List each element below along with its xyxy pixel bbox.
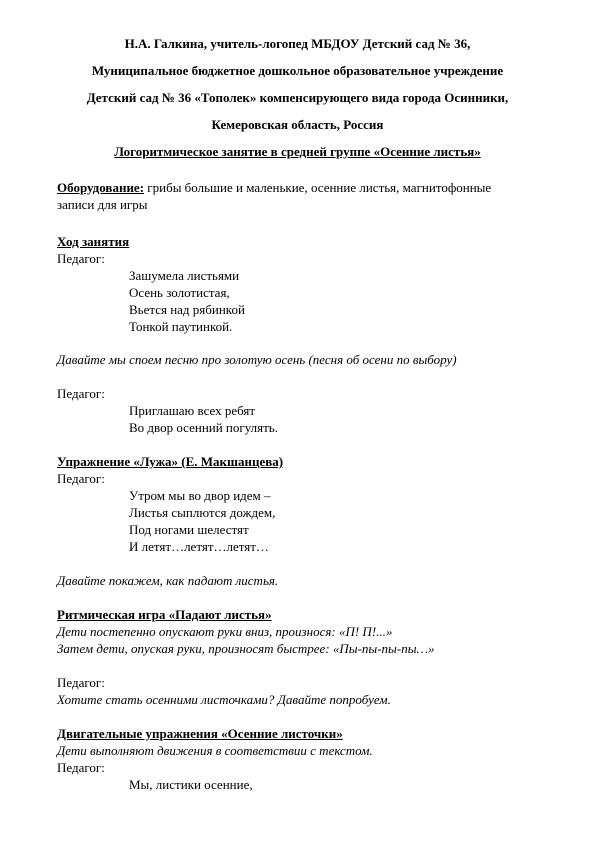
organization-line-1: Муниципальное бюджетное дошкольное образовательное учреждение <box>91 63 504 78</box>
puddle-exercise-heading: Упражнение «Лужа» (Е. Макшанцева) <box>57 454 284 469</box>
motor-exercise-text: Дети выполняют движения в соответствии с текстом. <box>57 743 373 758</box>
question-text: Хотите стать осенними листочками? Давайте попробуем. <box>57 692 391 707</box>
poem-line: Мы, листики осенние, <box>129 777 253 792</box>
poem-line: Приглашаю всех ребят <box>129 403 256 418</box>
rhythm-game-text-1: Дети постепенно опускают руки вниз, произнося: «П! П!...» <box>57 624 393 639</box>
teacher-label: Педагог: <box>57 675 105 690</box>
equipment-text: грибы большие и маленькие, осенние листья, магнитофонные <box>144 180 492 195</box>
author-line: Н.А. Галкина, учитель-логопед МБДОУ Детский сад № 36, <box>124 36 471 51</box>
leaves-instruction: Давайте покажем, как падают листья. <box>57 573 279 588</box>
poem-line: Зашумела листьями <box>129 268 240 283</box>
teacher-label: Педагог: <box>57 760 105 775</box>
rhythm-game-text-2: Затем дети, опуская руки, произносят быстрее: «Пы-пы-пы-пы…» <box>57 641 435 656</box>
poem-line: Листья сыплются дождем, <box>129 505 276 520</box>
rhythm-game-heading: Ритмическая игра «Падают листья» <box>57 607 272 622</box>
poem-line: Во двор осенний погулять. <box>129 420 278 435</box>
course-heading: Ход занятия <box>57 234 130 249</box>
equipment-label: Оборудование: <box>57 180 145 195</box>
poem-line: Тонкой паутинкой. <box>129 319 233 334</box>
song-instruction: Давайте мы споем песню про золотую осень (песня об осени по выбору) <box>57 352 457 367</box>
poem-line: Под ногами шелестят <box>129 522 249 537</box>
lesson-title: Логоритмическое занятие в средней группе «Осенние листья» <box>114 144 481 159</box>
poem-line: Осень золотистая, <box>129 285 230 300</box>
equipment-line-1 <box>57 180 491 196</box>
poem-line: Вьется над рябинкой <box>129 302 245 317</box>
teacher-label: Педагог: <box>57 251 105 266</box>
poem-line: Утром мы во двор идем – <box>129 488 271 503</box>
region-line: Кемеровская область, Россия <box>211 117 384 132</box>
motor-exercise-heading: Двигательные упражнения «Осенние листочки» <box>57 726 343 741</box>
organization-line-2: Детский сад № 36 «Тополек» компенсирующего вида города Осинники, <box>86 90 509 105</box>
teacher-label: Педагог: <box>57 386 105 401</box>
poem-line: И летят…летят…летят… <box>129 539 269 554</box>
equipment-line-2: записи для игры <box>57 197 148 212</box>
teacher-label: Педагог: <box>57 471 105 486</box>
